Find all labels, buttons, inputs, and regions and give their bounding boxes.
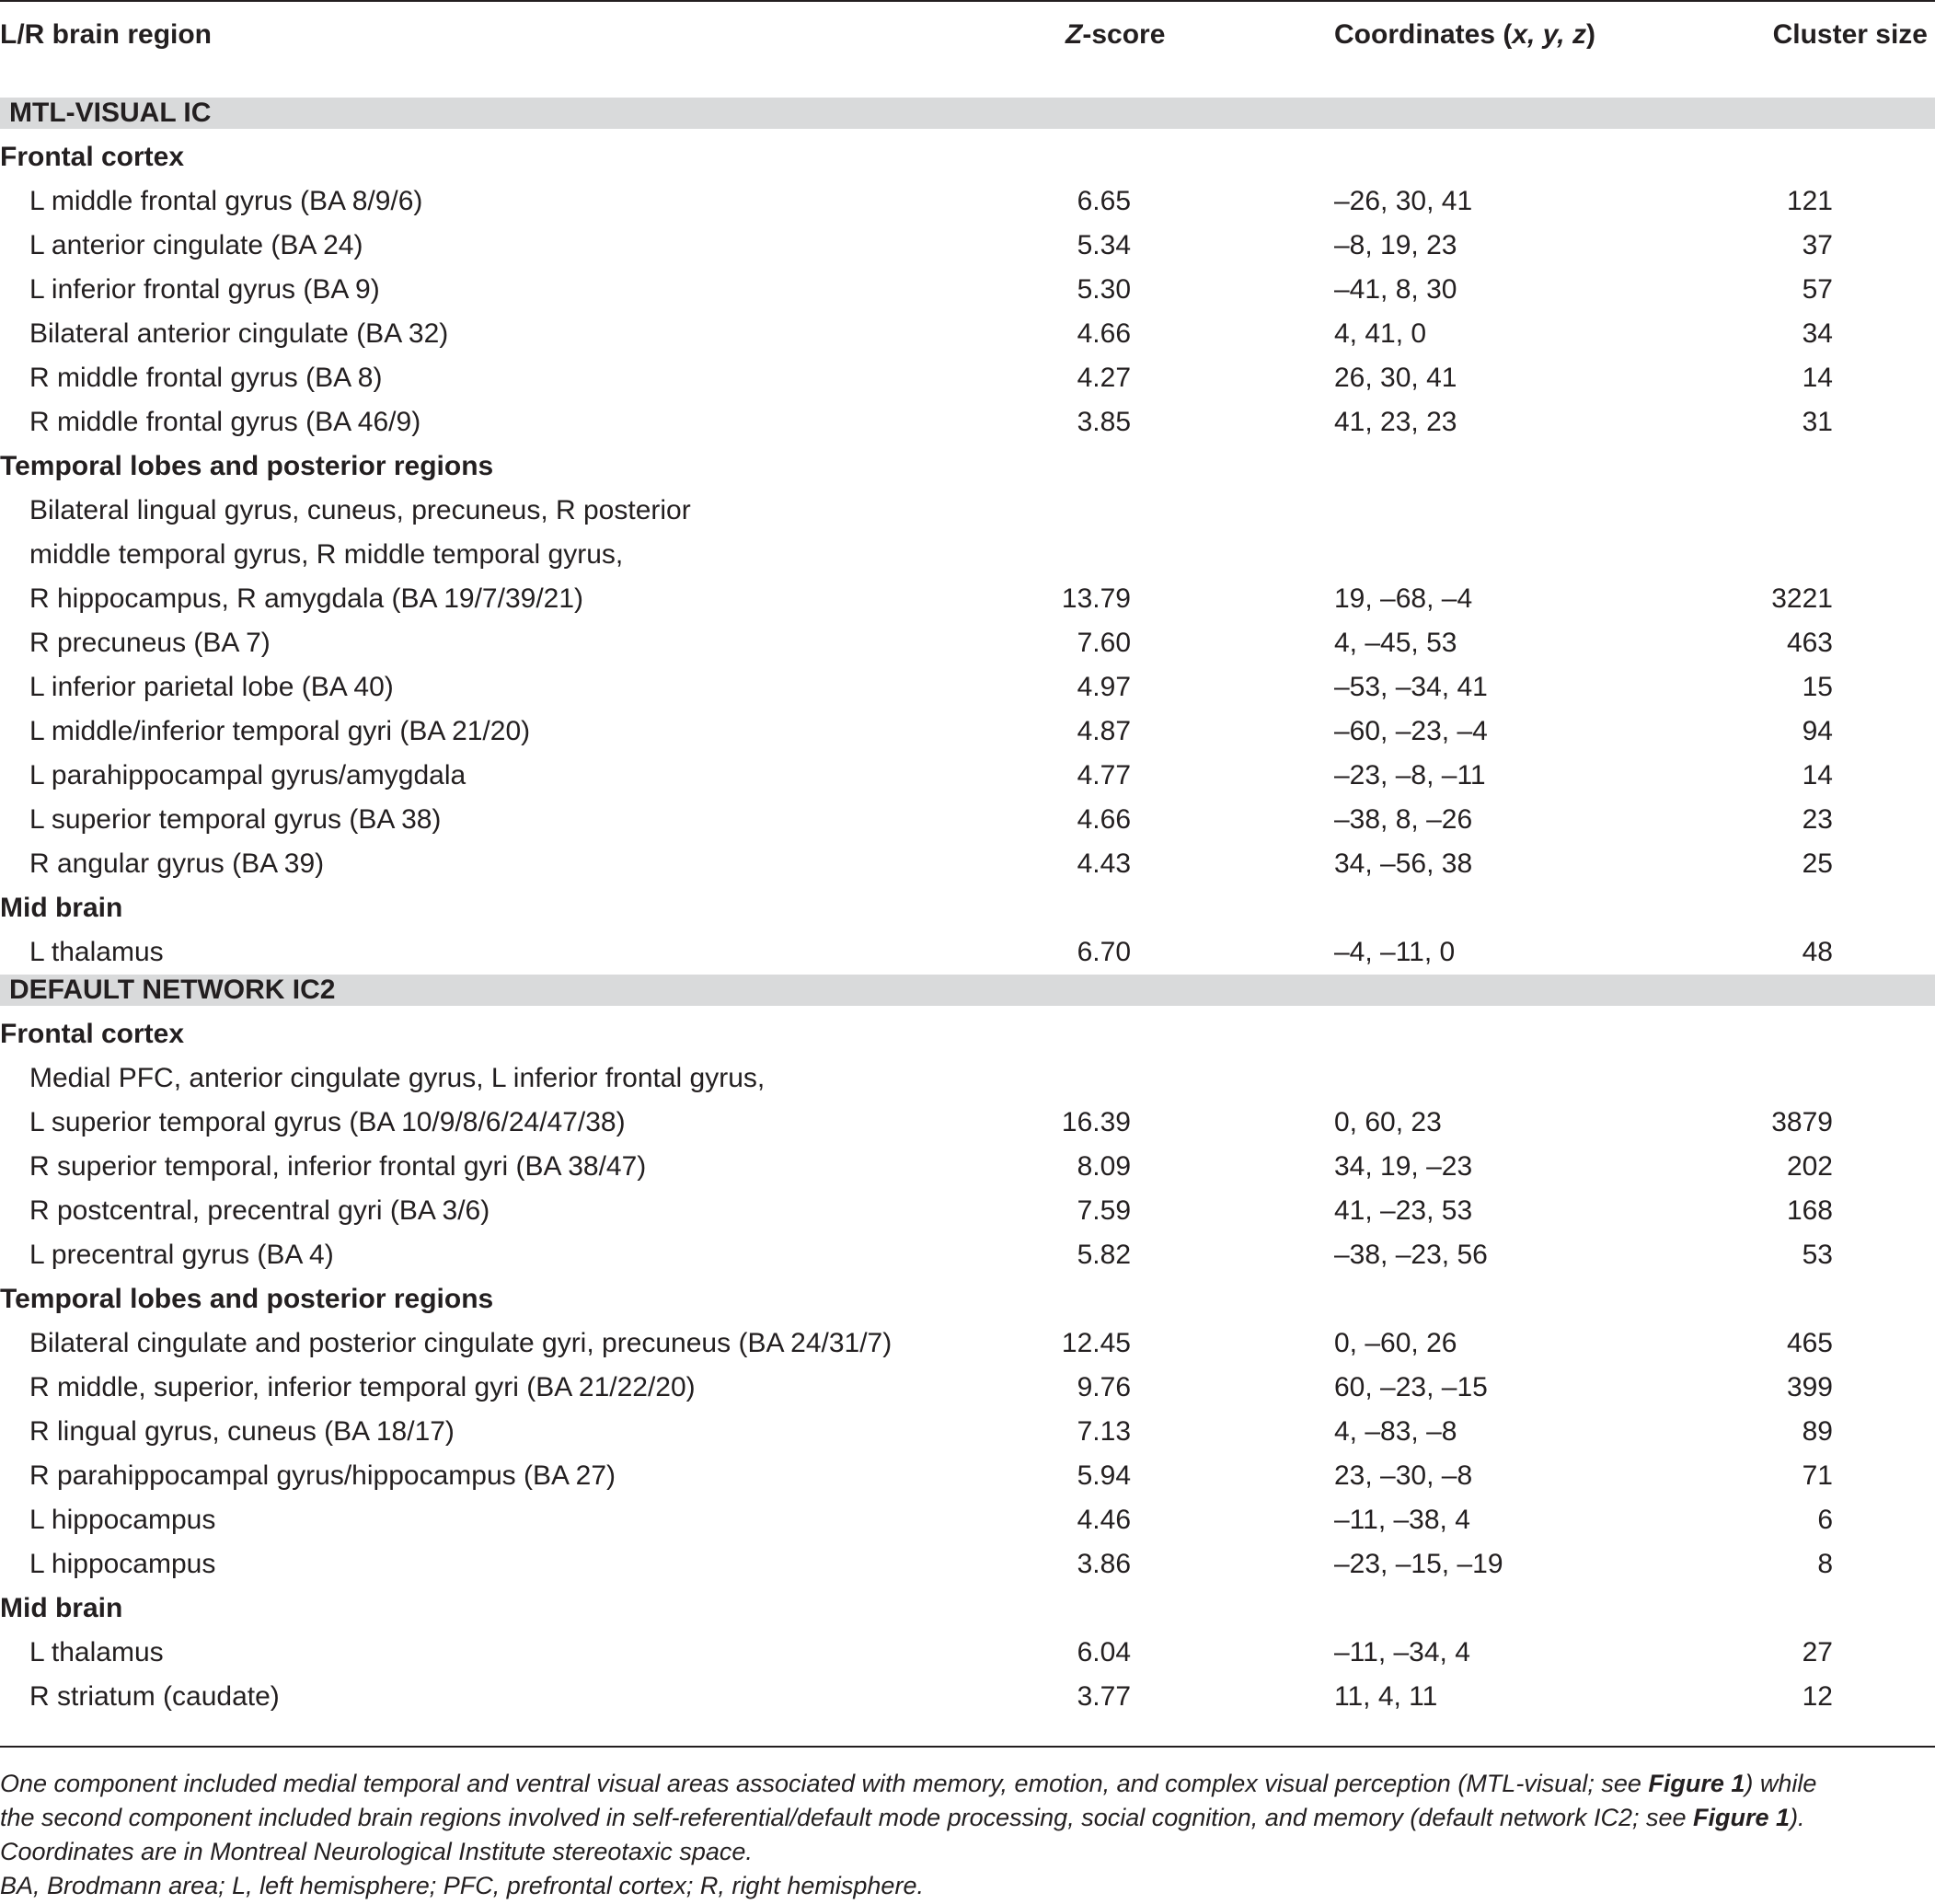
zscore-cell: 4.97 <box>1077 672 1131 702</box>
table-row <box>0 533 1935 577</box>
zscore-cell: 7.60 <box>1077 628 1131 658</box>
header-zscore <box>1065 0 1165 70</box>
coordinates-cell: 34, –56, 38 <box>1334 848 1473 879</box>
cluster-size-cell: 12 <box>1802 1681 1833 1712</box>
table-row <box>0 1233 1935 1277</box>
cluster-size-cell: 89 <box>1802 1416 1833 1447</box>
footnote-2-figure-ref: Figure 1 <box>1693 1804 1791 1831</box>
table-row <box>0 489 1935 533</box>
coordinates-cell: –23, –15, –19 <box>1334 1549 1503 1579</box>
table-row <box>0 1542 1935 1587</box>
cluster-size-cell: 14 <box>1802 760 1833 790</box>
section-title: MTL-VISUAL IC <box>9 98 212 128</box>
zscore-cell: 8.09 <box>1077 1151 1131 1182</box>
region-cell: L hippocampus <box>29 1549 216 1579</box>
cluster-size-cell: 465 <box>1786 1328 1833 1358</box>
header-coord-xyz: x, y, z <box>1512 19 1586 50</box>
header-coord-prefix: Coordinates ( <box>1334 19 1513 50</box>
region-cell: R superior temporal, inferior frontal gyri (BA 38/47) <box>29 1151 647 1182</box>
region-cell: L thalamus <box>29 1637 164 1667</box>
coordinates-cell: –4, –11, 0 <box>1334 937 1456 967</box>
table-row <box>0 1631 1935 1675</box>
table-row <box>0 1675 1935 1719</box>
table-row <box>0 842 1935 886</box>
group-heading: Frontal cortex <box>0 1019 185 1049</box>
cluster-size-cell: 48 <box>1802 937 1833 967</box>
coordinates-cell: –8, 19, 23 <box>1334 230 1457 260</box>
cluster-size-cell: 3879 <box>1771 1107 1833 1137</box>
table-row <box>0 621 1935 665</box>
table-row <box>0 224 1935 268</box>
cluster-size-cell: 6 <box>1817 1505 1833 1535</box>
table-row <box>0 1366 1935 1410</box>
table-row <box>0 577 1935 621</box>
region-cell: Medial PFC, anterior cingulate gyrus, L inferior frontal gyrus, <box>29 1063 766 1093</box>
region-cell: Bilateral lingual gyrus, cuneus, precuneus, R posterior <box>29 495 691 525</box>
zscore-cell: 5.82 <box>1077 1240 1131 1270</box>
region-cell: L superior temporal gyrus (BA 10/9/8/6/24/47/38) <box>29 1107 626 1137</box>
bottom-rule <box>0 1746 1935 1748</box>
table-row <box>0 179 1935 224</box>
table-footnotes <box>0 1767 1935 1903</box>
cluster-size-cell: 53 <box>1802 1240 1833 1270</box>
footnote-1-end: ) while <box>1745 1770 1817 1797</box>
table-row <box>0 400 1935 444</box>
cluster-size-cell: 57 <box>1802 274 1833 305</box>
region-cell: R hippocampus, R amygdala (BA 19/7/39/21) <box>29 583 584 614</box>
region-cell: L anterior cingulate (BA 24) <box>29 230 363 260</box>
table-row <box>0 1498 1935 1542</box>
table-row <box>0 1056 1935 1101</box>
coordinates-cell: 41, 23, 23 <box>1334 407 1457 437</box>
cluster-size-cell: 121 <box>1786 186 1833 216</box>
zscore-cell: 6.04 <box>1077 1637 1131 1667</box>
zscore-cell: 4.27 <box>1077 363 1131 393</box>
zscore-cell: 7.59 <box>1077 1195 1131 1226</box>
zscore-cell: 3.85 <box>1077 407 1131 437</box>
group-heading: Mid brain <box>0 1593 123 1623</box>
zscore-cell: 5.34 <box>1077 230 1131 260</box>
zscore-cell: 5.94 <box>1077 1460 1131 1491</box>
region-cell: R middle, superior, inferior temporal gyri (BA 21/22/20) <box>29 1372 696 1402</box>
region-cell: L hippocampus <box>29 1505 216 1535</box>
cluster-size-cell: 27 <box>1802 1637 1833 1667</box>
coordinates-cell: 0, 60, 23 <box>1334 1107 1442 1137</box>
footnote-line-2 <box>0 1801 1935 1835</box>
cluster-size-cell: 34 <box>1802 318 1833 349</box>
top-rule <box>0 0 1935 2</box>
zscore-cell: 4.77 <box>1077 760 1131 790</box>
footnote-2-text: the second component included brain regions involved in self-referential/default mode processing, social cognition, and memory (default network IC2; see <box>0 1804 1694 1831</box>
coordinates-cell: –38, 8, –26 <box>1334 804 1473 835</box>
table-row <box>0 1410 1935 1454</box>
region-cell: R striatum (caudate) <box>29 1681 280 1712</box>
cluster-size-cell: 94 <box>1802 716 1833 746</box>
coordinates-cell: 4, 41, 0 <box>1334 318 1427 349</box>
table-row <box>0 665 1935 710</box>
coordinates-cell: –41, 8, 30 <box>1334 274 1457 305</box>
region-cell: R middle frontal gyrus (BA 46/9) <box>29 407 421 437</box>
table-row <box>0 1454 1935 1498</box>
coordinates-cell: 4, –83, –8 <box>1334 1416 1457 1447</box>
region-cell: R middle frontal gyrus (BA 8) <box>29 363 383 393</box>
zscore-cell: 7.13 <box>1077 1416 1131 1447</box>
zscore-cell: 12.45 <box>1061 1328 1131 1358</box>
cluster-size-cell: 25 <box>1802 848 1833 879</box>
coordinates-cell: 34, 19, –23 <box>1334 1151 1473 1182</box>
zscore-cell: 6.65 <box>1077 186 1131 216</box>
group-heading: Temporal lobes and posterior regions <box>0 1284 494 1314</box>
table-row <box>0 798 1935 842</box>
cluster-size-cell: 37 <box>1802 230 1833 260</box>
group-heading: Mid brain <box>0 893 123 923</box>
region-cell: Bilateral anterior cingulate (BA 32) <box>29 318 449 349</box>
coordinates-cell: 41, –23, 53 <box>1334 1195 1473 1226</box>
region-cell: R parahippocampal gyrus/hippocampus (BA 27) <box>29 1460 616 1491</box>
section-title: DEFAULT NETWORK IC2 <box>9 975 336 1005</box>
footnote-1-text: One component included medial temporal and ventral visual areas associated with memory, emotion, and complex visual perception (MTL-visual; see <box>0 1770 1649 1797</box>
coordinates-cell: –11, –38, 4 <box>1334 1505 1470 1535</box>
region-cell: L superior temporal gyrus (BA 38) <box>29 804 442 835</box>
region-cell: L inferior parietal lobe (BA 40) <box>29 672 394 702</box>
header-zscore-z: Z <box>1065 19 1083 50</box>
zscore-cell: 9.76 <box>1077 1372 1131 1402</box>
coordinates-cell: –11, –34, 4 <box>1334 1637 1470 1667</box>
coordinates-cell: 4, –45, 53 <box>1334 628 1457 658</box>
coordinates-cell: –60, –23, –4 <box>1334 716 1488 746</box>
zscore-cell: 4.66 <box>1077 804 1131 835</box>
header-cluster-size: Cluster size <box>1772 19 1928 50</box>
coordinates-cell: –53, –34, 41 <box>1334 672 1488 702</box>
region-cell: Bilateral cingulate and posterior cingulate gyri, precuneus (BA 24/31/7) <box>29 1328 893 1358</box>
region-cell: L middle frontal gyrus (BA 8/9/6) <box>29 186 423 216</box>
zscore-cell: 5.30 <box>1077 274 1131 305</box>
cluster-size-cell: 31 <box>1802 407 1833 437</box>
group-heading: Frontal cortex <box>0 142 185 172</box>
header-coord-suffix: ) <box>1585 19 1595 50</box>
region-cell: R lingual gyrus, cuneus (BA 18/17) <box>29 1416 455 1447</box>
table-row <box>0 356 1935 400</box>
footnote-line-1 <box>0 1767 1935 1801</box>
coordinates-cell: –38, –23, 56 <box>1334 1240 1488 1270</box>
region-cell: R angular gyrus (BA 39) <box>29 848 325 879</box>
zscore-cell: 6.70 <box>1077 937 1131 967</box>
cluster-size-cell: 168 <box>1786 1195 1833 1226</box>
footnote-line-4: BA, Brodmann area; L, left hemisphere; PFC, prefrontal cortex; R, right hemisphere. <box>0 1872 924 1899</box>
cluster-size-cell: 14 <box>1802 363 1833 393</box>
coordinates-cell: 26, 30, 41 <box>1334 363 1457 393</box>
coordinates-cell: 11, 4, 11 <box>1334 1681 1438 1712</box>
footnote-1-figure-ref: Figure 1 <box>1648 1770 1745 1797</box>
cluster-size-cell: 399 <box>1786 1372 1833 1402</box>
cluster-size-cell: 8 <box>1817 1549 1833 1579</box>
cluster-size-cell: 202 <box>1786 1151 1833 1182</box>
table-row <box>0 930 1935 975</box>
table-row <box>0 754 1935 798</box>
coordinates-cell: –26, 30, 41 <box>1334 186 1473 216</box>
footnote-line-3: Coordinates are in Montreal Neurological Institute stereotaxic space. <box>0 1838 753 1865</box>
section-header <box>0 98 1935 129</box>
zscore-cell: 3.77 <box>1077 1681 1131 1712</box>
cluster-size-cell: 463 <box>1786 628 1833 658</box>
table-row <box>0 710 1935 754</box>
region-cell: L parahippocampal gyrus/amygdala <box>29 760 466 790</box>
coordinates-cell: 23, –30, –8 <box>1334 1460 1473 1491</box>
region-cell: L precentral gyrus (BA 4) <box>29 1240 334 1270</box>
group-heading: Temporal lobes and posterior regions <box>0 451 494 481</box>
header-region: L/R brain region <box>0 19 213 50</box>
table-row <box>0 268 1935 312</box>
header-zscore-rest: -score <box>1082 19 1166 50</box>
table-row <box>0 1189 1935 1233</box>
zscore-cell: 4.87 <box>1077 716 1131 746</box>
section-header <box>0 975 1935 1006</box>
footnote-2-end: ). <box>1790 1804 1805 1831</box>
header-coordinates <box>1334 0 1595 70</box>
region-cell: R postcentral, precentral gyri (BA 3/6) <box>29 1195 490 1226</box>
region-cell: middle temporal gyrus, R middle temporal gyrus, <box>29 539 624 570</box>
table-row <box>0 1145 1935 1189</box>
table-row <box>0 312 1935 356</box>
coordinates-cell: –23, –8, –11 <box>1334 760 1486 790</box>
cluster-size-cell: 3221 <box>1771 583 1833 614</box>
zscore-cell: 4.43 <box>1077 848 1131 879</box>
table-row <box>0 1321 1935 1366</box>
zscore-cell: 4.46 <box>1077 1505 1131 1535</box>
cluster-size-cell: 23 <box>1802 804 1833 835</box>
zscore-cell: 4.66 <box>1077 318 1131 349</box>
table-row <box>0 1101 1935 1145</box>
region-cell: L middle/inferior temporal gyri (BA 21/20) <box>29 716 531 746</box>
zscore-cell: 3.86 <box>1077 1549 1131 1579</box>
coordinates-cell: 60, –23, –15 <box>1334 1372 1488 1402</box>
region-cell: R precuneus (BA 7) <box>29 628 271 658</box>
region-cell: L thalamus <box>29 937 164 967</box>
coordinates-cell: 19, –68, –4 <box>1334 583 1473 614</box>
coordinates-cell: 0, –60, 26 <box>1334 1328 1457 1358</box>
cluster-size-cell: 15 <box>1802 672 1833 702</box>
zscore-cell: 16.39 <box>1061 1107 1131 1137</box>
zscore-cell: 13.79 <box>1061 583 1131 614</box>
region-cell: L inferior frontal gyrus (BA 9) <box>29 274 380 305</box>
cluster-size-cell: 71 <box>1802 1460 1833 1491</box>
